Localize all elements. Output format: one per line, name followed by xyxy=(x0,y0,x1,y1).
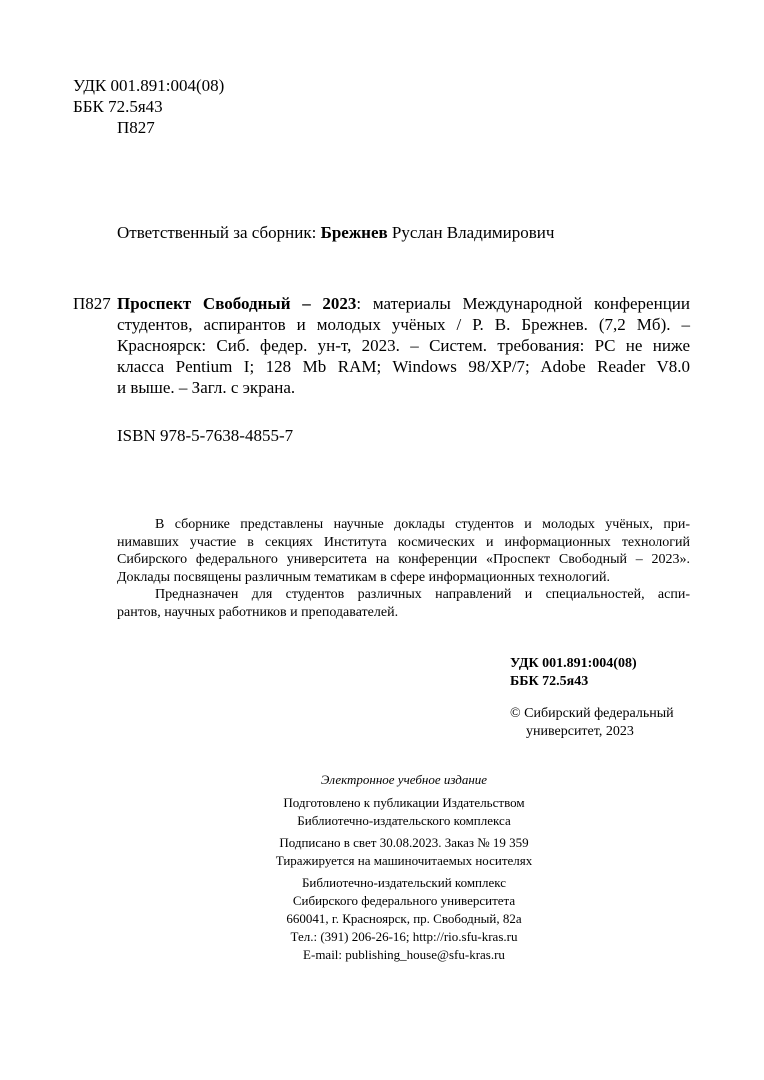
bib-line-3: Красноярск: Сиб. федер. ун-т, 2023. – Систем. требования: PC не ниже xyxy=(117,336,690,355)
isbn: ISBN 978-5-7638-4855-7 xyxy=(117,426,294,445)
prepared-line-1: Подготовлено к публикации Издательством xyxy=(283,795,525,810)
responsible-line xyxy=(117,222,554,243)
copyright-line-1: © Сибирский федеральный xyxy=(510,706,674,721)
annotation-p1-line-1: В сборнике представлены научные доклады студентов и молодых учёных, при- xyxy=(155,517,690,532)
responsible-label: Ответственный за сборник: xyxy=(117,223,317,242)
prepared-line-2: Библиотечно-издательского комплекса xyxy=(297,813,511,828)
bib-line-1-rest: : материалы Международной конференции xyxy=(356,294,690,313)
responsible-surname: Брежнев xyxy=(320,223,388,242)
bib-line-5: и выше. – Загл. с экрана. xyxy=(117,378,296,397)
publisher-line-2: Сибирского федерального университета xyxy=(292,893,516,908)
bib-line-1 xyxy=(117,293,690,314)
signed-line: Подписано в свет 30.08.2023. Заказ № 19 359 xyxy=(279,835,529,850)
address-line: 660041, г. Красноярск, пр. Свободный, 82а xyxy=(286,911,522,926)
bbk-code: ББК 72.5я43 xyxy=(73,97,163,116)
publisher-line-1: Библиотечно-издательский комплекс xyxy=(301,875,507,890)
bib-line-4: класса Pentium I; 128 Mb RAM; Windows 98/XP/7; Adobe Reader V8.0 xyxy=(117,357,690,376)
annotation-p1-line-2: нимавших участие в секциях Института космических и информационных технологий xyxy=(117,534,690,550)
phone-line: Тел.: (391) 206-26-16; http://rio.sfu-kras.ru xyxy=(290,929,518,944)
bib-title: Проспект Свободный – 2023 xyxy=(117,294,357,313)
udk-code: УДК 001.891:004(08) xyxy=(73,76,225,95)
annotation-p2-line-2: рантов, научных работников и преподавателей. xyxy=(117,604,399,620)
replicated-line: Тиражируется на машиночитаемых носителях xyxy=(275,853,533,868)
edition-type: Электронное учебное издание xyxy=(320,772,488,787)
author-mark: П827 xyxy=(117,118,155,137)
udk-code-bottom: УДК 001.891:004(08) xyxy=(510,656,637,671)
bbk-code-bottom: ББК 72.5я43 xyxy=(510,674,589,689)
copyright-line-2: университет, 2023 xyxy=(526,724,634,739)
responsible-name: Руслан Владимирович xyxy=(391,223,555,242)
annotation-p1-line-3: Сибирского федерального университета на конференции «Проспект Свободный – 2023». xyxy=(117,552,690,567)
annotation-p2-line-1: Предназначен для студентов различных направлений и специальностей, аспи- xyxy=(155,587,690,602)
annotation-p1-line-4: Доклады посвящены различным тематикам в сфере информационных технологий. xyxy=(117,569,610,585)
bib-line-2: студентов, аспирантов и молодых учёных / Р. В. Брежнев. (7,2 Мб). – xyxy=(117,315,690,334)
email-line: E-mail: publishing_house@sfu-kras.ru xyxy=(303,947,505,962)
bib-mark: П827 xyxy=(73,294,111,313)
